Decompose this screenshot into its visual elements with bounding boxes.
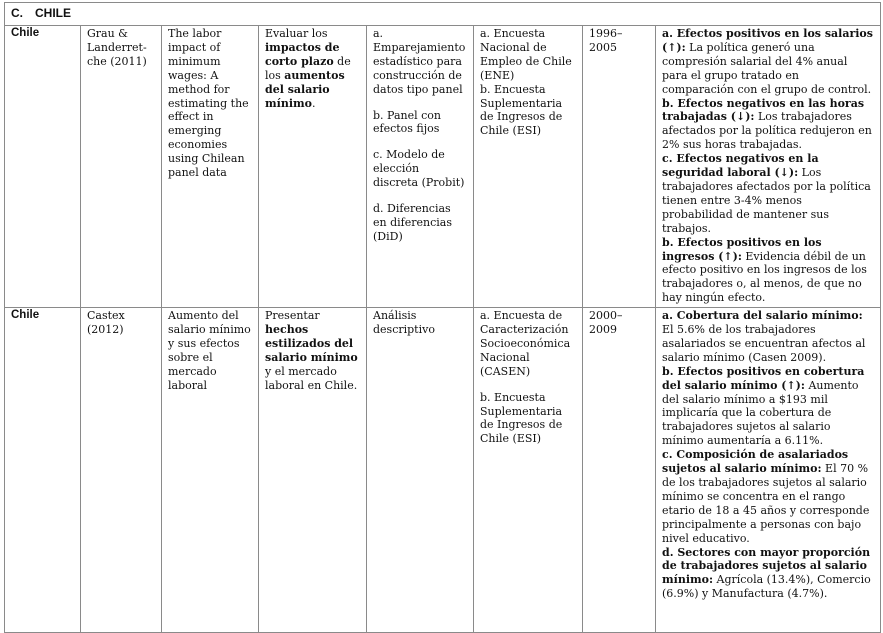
section-header <box>5 3 881 26</box>
result-item <box>662 448 874 545</box>
title-cell: Aumento del salario mínimo y sus efectos sobre el mercado laboral <box>162 308 259 633</box>
result-text: Los trabajadores afectados por la política redujeron en 2% sus horas trabajadas. <box>662 110 872 152</box>
result-heading: b. Efectos negativos en las horas trabajadas (↓): <box>662 96 865 124</box>
result-heading: b. Efectos positivos en cobertura del salario mínimo (↑): <box>662 364 865 392</box>
objective-text: . <box>311 96 316 110</box>
result-text: Agrícola (13.4%), Comercio (6.9%) y Manufactura (4.7%). <box>662 573 871 601</box>
result-heading: c. Efectos negativos en la seguridad laboral (↓): <box>662 152 819 180</box>
method-item: Análisis descriptivo <box>373 309 435 337</box>
objective-bold: hechos estilizados del salario mínimo <box>265 323 358 364</box>
result-item <box>662 27 874 97</box>
objective-text: y el mercado laboral en Chile. <box>265 364 358 392</box>
author-cell: Castex (2012) <box>81 308 162 633</box>
data-source-cell <box>474 308 583 633</box>
data-source-item: a. Encuesta de Caracterización Socioeconómica Nacional (CASEN) <box>480 309 571 378</box>
method-item: b. Panel con efectos fijos <box>373 108 441 136</box>
result-heading: a. Efectos positivos en los salarios (↑): <box>662 27 873 54</box>
method-cell <box>367 308 474 633</box>
objective-text: Evaluar los <box>265 27 328 40</box>
result-heading: a. Cobertura del salario mínimo: <box>662 309 863 323</box>
objective-text: Presentar <box>265 309 320 323</box>
period-cell: 1996–2005 <box>583 26 656 308</box>
table-row <box>5 26 881 308</box>
objective-cell <box>259 308 367 633</box>
data-source-cell <box>474 26 583 308</box>
result-item <box>662 546 874 602</box>
method-item: c. Modelo de elección discreta (Probit) <box>373 148 465 190</box>
result-item <box>662 365 874 448</box>
section-title: CHILE <box>35 6 71 21</box>
result-item <box>662 236 874 306</box>
table-row <box>5 308 881 633</box>
result-text: Evidencia débil de un efecto positivo en los ingresos de los trabajadores o, al menos, de que no hay ningún efecto. <box>662 249 867 305</box>
objective-text: de los <box>265 54 351 82</box>
result-heading: d. Sectores con mayor proporción de trabajadores sujetos al salario mínimo: <box>662 545 871 587</box>
data-source-item: a. Encuesta Nacional de Empleo de Chile (ENE) <box>480 27 572 82</box>
objective-bold: aumentos del salario mínimo <box>265 68 345 110</box>
result-item <box>662 97 874 153</box>
result-text: El 70 % de los trabajadores sujetos al salario mínimo se concentra en el rango etario de 18 a 45 años y corresponde principalmente a personas con bajo nivel educativo. <box>662 462 870 545</box>
results-cell <box>656 308 881 633</box>
result-item <box>662 152 874 235</box>
country-cell: Chile <box>5 26 81 308</box>
result-text: La política generó una compresión salarial del 4% anual para el grupo tratado en comparación con el grupo de control. <box>662 40 872 96</box>
author-cell: Grau & Landerret-che (2011) <box>81 26 162 308</box>
period-cell: 2000–2009 <box>583 308 656 633</box>
objective-cell <box>259 26 367 308</box>
section-letter: C. <box>11 6 23 21</box>
method-item: a. Emparejamiento estadístico para construcción de datos tipo panel <box>373 27 466 96</box>
country-cell: Chile <box>5 308 81 633</box>
result-heading: c. Composición de asalariados sujetos al salario mínimo: <box>662 448 849 476</box>
data-source-item: b. Encuesta Suplementaria de Ingresos de Chile (ESI) <box>480 390 563 446</box>
section-header-row <box>5 3 881 26</box>
title-cell: The labor impact of minimum wages: A method for estimating the effect in emerging economies using Chilean panel data <box>162 26 259 308</box>
results-cell <box>656 26 881 308</box>
result-text: El 5.6% de los trabajadores asalariados se encuentran afectos al salario mínimo (Casen 2009). <box>662 323 866 364</box>
result-text: Los trabajadores afectados por la política tienen entre 3-4% menos probabilidad de mantener sus trabajos. <box>662 166 871 235</box>
method-cell <box>367 26 474 308</box>
result-item <box>662 309 874 365</box>
result-text: Aumento del salario mínimo a $193 mil implicaría que la cobertura de trabajadores sujetos al salario mínimo aumentaría a 6.11%. <box>662 378 859 448</box>
studies-table <box>4 2 881 633</box>
method-item: d. Diferencias en diferencias (DiD) <box>373 202 452 243</box>
result-heading: b. Efectos positivos en los ingresos (↑): <box>662 235 822 263</box>
data-source-item: b. Encuesta Suplementaria de Ingresos de Chile (ESI) <box>480 82 563 138</box>
objective-bold: impactos de corto plazo <box>265 40 340 68</box>
